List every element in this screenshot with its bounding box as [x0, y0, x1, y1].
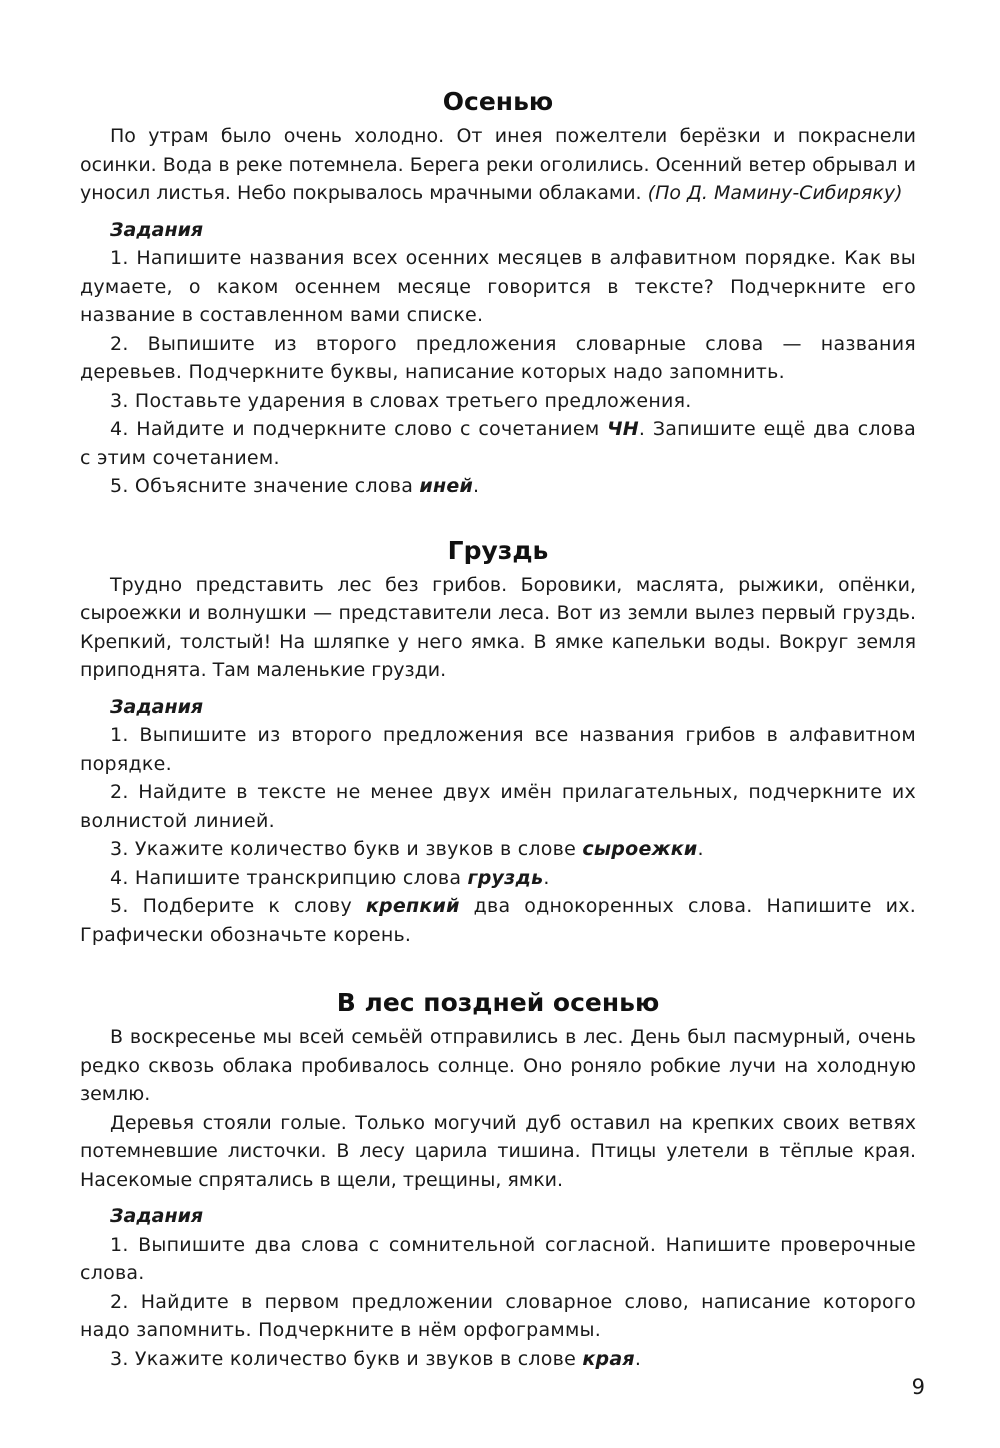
task-item: 1. Выпишите два слова с сомнительной согласной. Напишите проверочные слова.: [80, 1233, 916, 1284]
tasks-label: Задания: [110, 218, 204, 241]
task-item: [80, 864, 916, 893]
task-item: 2. Выпишите из второго предложения словарные слова — названия деревьев. Подчеркните буквы, написание которых надо запомнить.: [80, 332, 916, 383]
task-item: [80, 1345, 916, 1374]
task-keyword: края: [582, 1347, 635, 1370]
task-text: 4. Напишите транскрипцию слова: [110, 866, 468, 889]
task-text: 5. Объясните значение слова: [110, 475, 420, 497]
task-keyword: иней: [419, 475, 474, 497]
page-number: 9: [911, 1375, 925, 1399]
task-text: .: [543, 866, 550, 889]
task-text: 4. Найдите и подчеркните слово с сочетанием: [110, 418, 608, 440]
section-late-autumn-forest: [80, 985, 916, 1373]
section-text: Деревья стояли голые. Только могучий дуб оставил на крепких своих ветвях потемневшие листочки. В лесу царила тишина. Птицы улетели в тёплые края. Насекомые спрятались в щели, трещины, ямки.: [80, 1111, 916, 1191]
section-mushroom: [80, 533, 916, 950]
task-text: 3. Укажите количество букв и звуков в слове: [110, 838, 583, 860]
task-item: [80, 415, 916, 472]
task-item: [80, 835, 916, 864]
task-keyword: крепкий: [365, 895, 460, 917]
task-item: [80, 472, 916, 501]
task-item: 2. Найдите в тексте не менее двух имён прилагательных, подчеркните их волнистой линией.: [80, 781, 916, 832]
text-source: (По Д. Мамину-Сибиряку): [647, 182, 903, 204]
task-item: 1. Напишите названия всех осенних месяцев в алфавитном порядке. Как вы думаете, о каком осеннем месяце говорится в тексте? Подчеркните его название в составленном вами списке.: [80, 247, 916, 326]
task-item: 1. Выпишите из второго предложения все названия грибов в алфавитном порядке.: [80, 724, 916, 775]
task-text: .: [697, 838, 704, 860]
task-keyword: ЧН: [607, 418, 639, 440]
section-autumn: [80, 84, 916, 501]
tasks-label: Задания: [110, 1205, 204, 1227]
section-title: Осенью: [442, 87, 554, 116]
task-text: 3. Укажите количество букв и звуков в слове: [110, 1347, 583, 1370]
task-text: . Запишите ещё два слова с этим сочетанием.: [80, 418, 917, 469]
section-text: В воскресенье мы всей семьёй отправились в лес. День был пасмурный, очень редко сквозь облака пробивалось солнце. Оно роняло робкие лучи на холодную землю.: [80, 1026, 916, 1105]
task-item: 2. Найдите в первом предложении словарное слово, написание которого надо запомнить. Подчеркните в нём орфограммы.: [80, 1290, 916, 1341]
task-text: 5. Подберите к слову: [110, 895, 366, 917]
task-text: .: [634, 1347, 642, 1370]
text-main: По утрам было очень холодно. От инея пожелтели берёзки и покраснели осинки. Вода в реке потемнела. Берега реки оголились. Осенний ветер обрывал и уносил листья. Небо покрывалось мрачными облаками.: [80, 125, 916, 204]
page-content: [80, 84, 916, 1373]
section-text: Трудно представить лес без грибов. Боровики, маслята, рыжики, опёнки, сыроежки и волнушки — представители леса. Вот из земли вылез первый груздь. Крепкий, толстый! На шляпке у него ямка. В ямке капельки воды. Вокруг земля приподнята. Там маленькие грузди.: [80, 573, 916, 681]
tasks-label: Задания: [110, 695, 204, 718]
section-title: Груздь: [447, 535, 549, 565]
task-item: 3. Поставьте ударения в словах третьего предложения.: [110, 389, 692, 412]
section-text: [80, 122, 916, 208]
task-keyword: груздь: [467, 866, 544, 889]
section-title: В лес поздней осенью: [336, 988, 660, 1017]
task-text: .: [473, 475, 480, 497]
task-text: два однокоренных слова. Напишите их. Графически обозначьте корень.: [80, 895, 917, 946]
task-keyword: сыроежки: [582, 838, 698, 860]
task-item: [80, 892, 916, 949]
